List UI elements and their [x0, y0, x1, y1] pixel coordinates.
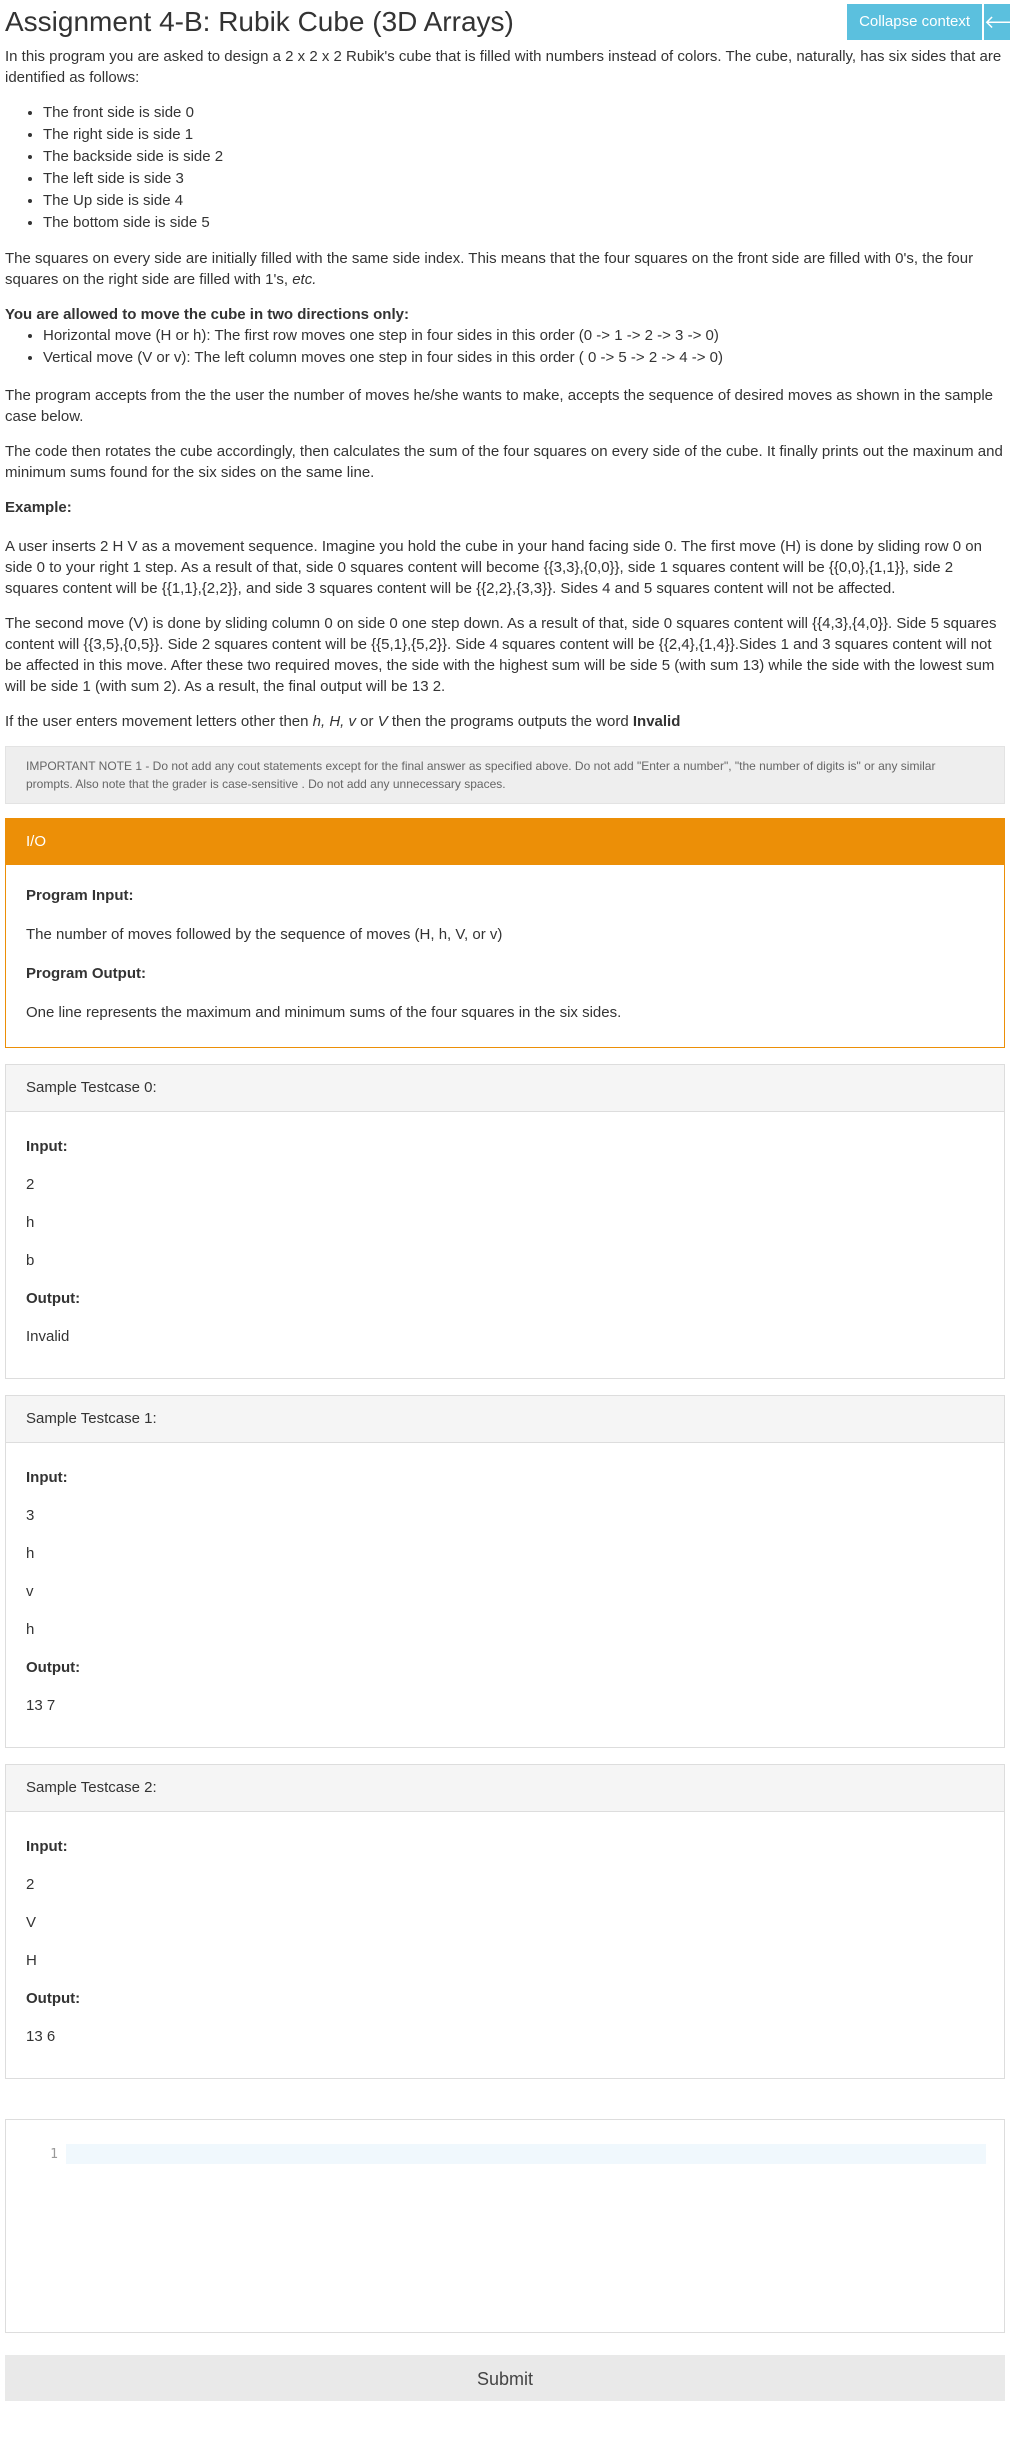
- sides-list: [5, 102, 1005, 234]
- io-body: [6, 865, 1004, 1047]
- important-note: IMPORTANT NOTE 1 - Do not add any cout statements except for the final answer as specified above. Do not add "Enter a number", "the number of digits is" or any similar prompts. Also note that the grader is case-sensitive . Do not add any unnecessary spaces.: [5, 746, 1005, 804]
- testcase-title: Sample Testcase 0:: [6, 1065, 1004, 1112]
- io-heading: I/O: [6, 819, 1004, 865]
- input-label: Input:: [26, 1838, 68, 1855]
- active-line[interactable]: [66, 2144, 986, 2164]
- program-input-text: The number of moves followed by the sequence of moves (H, h, V, or v): [26, 926, 503, 943]
- invalid-word: Invalid: [632, 713, 681, 730]
- list-item: • Vertical move (V or v): The left column moves one step in four sides in this order ( 0 -> 5 -> 2 -> 4 -> 0): [43, 347, 1005, 369]
- rotates-text: The code then rotates the cube accordingly, then calculates the sum of the four squares on every side of the cube. It finally prints out the maxinum and minimum sums found for the six sides on the same line.: [5, 443, 1003, 481]
- invalid-text: [5, 711, 1005, 732]
- squares-text-etc: etc.: [292, 271, 317, 288]
- testcase-body: [6, 1812, 1004, 2078]
- testcase-body: [6, 1443, 1004, 1747]
- program-output-text: One line represents the maximum and minimum sums of the four squares in the six sides.: [26, 1004, 622, 1021]
- example-paragraph-2: The second move (V) is done by sliding column 0 on side 0 one step down. As a result of that, side 0 squares content will {{4,3},{4,0}}. Side 5 squares content will {{3,5},{0,5}}. Side 2 squares content will be {{5,1},{5,2}}. Side 4 squares content will be {{2,4},{1,4}}.Sides 1 and 3 squares content will not be affected in this move. After these two required moves, the side with the highest sum will be side 5 (with sum 13) while the side with the lowest sum will be side 1 (with sum 2). As a result, the final output will be 13 2.: [5, 615, 997, 695]
- squares-text-main: The squares on every side are initially filled with the same side index. This means that the four squares on the front side are filled with 0's, the four squares on the right side are filled with 1's,: [5, 250, 974, 288]
- output-value: Invalid: [26, 1328, 70, 1345]
- line-number: 1: [50, 2147, 58, 2162]
- example-heading: Example:: [5, 499, 72, 516]
- code-editor[interactable]: [5, 2119, 1005, 2333]
- program-input-label: Program Input:: [26, 887, 134, 904]
- testcase-panel-1: [5, 1395, 1005, 1748]
- page-title: Assignment 4-B: Rubik Cube (3D Arrays): [5, 6, 514, 37]
- testcase-title: Sample Testcase 2:: [6, 1765, 1004, 1812]
- testcase-body: [6, 1112, 1004, 1378]
- output-value: 13 7: [26, 1697, 56, 1714]
- input-value: 3: [26, 1507, 35, 1524]
- output-label: Output:: [26, 1659, 81, 1676]
- example-paragraph-1: A user inserts 2 H V as a movement sequence. Imagine you hold the cube in your hand facing side 0. The first move (H) is done by sliding row 0 on side 0 to your right 1 step. As a result of that, side 0 squares content will become {{3,3},{0,0}}, side 1 squares content will be {{0,0},{1,1}}, side 2 squares content will be {{1,1},{2,2}}, and side 3 squares content will be {{2,2},{3,3}}. Sides 4 and 5 squares content will not be affected.: [5, 538, 982, 597]
- list-item: • The bottom side is side 5: [43, 212, 1005, 234]
- squares-text: [5, 248, 1005, 290]
- input-value: 2: [26, 1876, 35, 1893]
- page-header: [0, 0, 1032, 46]
- input-value: b: [26, 1252, 35, 1269]
- assignment-content: [0, 46, 1010, 2401]
- input-value: h: [26, 1214, 35, 1231]
- testcase-panel-2: [5, 1764, 1005, 2079]
- output-label: Output:: [26, 1990, 81, 2007]
- testcase-panel-0: [5, 1064, 1005, 1379]
- list-item: • Horizontal move (H or h): The first row moves one step in four sides in this order (0 -> 1 -> 2 -> 3 -> 0): [43, 325, 1005, 347]
- list-item: • The Up side is side 4: [43, 190, 1005, 212]
- testcase-title: Sample Testcase 1:: [6, 1396, 1004, 1443]
- input-value: h: [26, 1545, 35, 1562]
- io-panel: [5, 818, 1005, 1048]
- submit-button[interactable]: Submit: [5, 2355, 1005, 2401]
- collapse-context-button[interactable]: Collapse context: [847, 4, 982, 40]
- output-label: Output:: [26, 1290, 81, 1307]
- invalid-letters: h, H, v: [312, 713, 357, 730]
- input-value: h: [26, 1621, 35, 1638]
- input-label: Input:: [26, 1138, 68, 1155]
- list-item: • The right side is side 1: [43, 124, 1005, 146]
- invalid-letter-v: V: [377, 713, 388, 730]
- input-value: 2: [26, 1176, 35, 1193]
- list-item: • The front side is side 0: [43, 102, 1005, 124]
- moves-heading: You are allowed to move the cube in two directions only:: [5, 306, 409, 323]
- output-value: 13 6: [26, 2028, 56, 2045]
- list-item: • The left side is side 3: [43, 168, 1005, 190]
- moves-list: [5, 325, 1005, 369]
- list-item: • The backside side is side 2: [43, 146, 1005, 168]
- invalid-text-mid: then the programs outputs the word: [387, 713, 633, 730]
- accepts-text: The program accepts from the the user the number of moves he/she wants to make, accepts the sequence of desired moves as shown in the sample case below.: [5, 387, 994, 425]
- arrow-left-icon[interactable]: 🡐: [984, 4, 1010, 40]
- program-output-label: Program Output:: [26, 965, 146, 982]
- invalid-text-pre: If the user enters movement letters other then: [5, 713, 313, 730]
- input-label: Input:: [26, 1469, 68, 1486]
- intro-text: In this program you are asked to design a 2 x 2 x 2 Rubik's cube that is filled with numbers instead of colors. The cube, naturally, has six sides that are identified as follows:: [5, 48, 1002, 86]
- input-value: v: [26, 1583, 34, 1600]
- input-value: V: [26, 1914, 37, 1931]
- invalid-or: or: [356, 713, 378, 730]
- input-value: H: [26, 1952, 37, 1969]
